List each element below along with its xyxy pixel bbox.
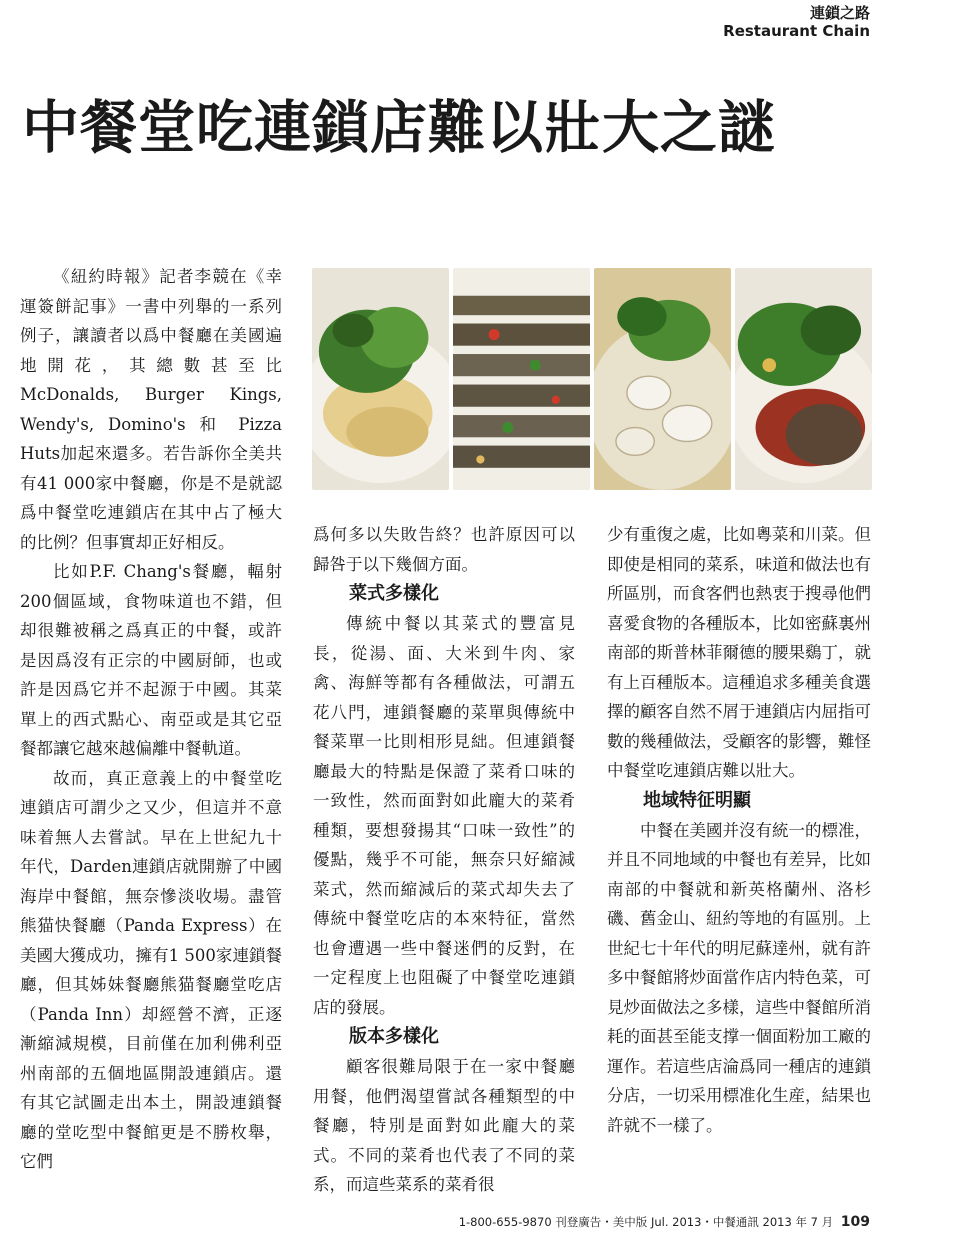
paragraph: 故而，真正意義上的中餐堂吃連鎖店可謂少之又少，但這并不意味着無人去嘗試。早在上世紀九十年代，Darden連鎖店就開辦了中國海岸中餐館，無奈慘淡收場。盡管熊猫快餐廳（Panda Express）在美國大獲成功，擁有1 500家連鎖餐廳，但其姊妹餐廳熊猫餐廳堂吃店（Panda Inn）却經營不濟，正逐漸縮減規模，目前僅在加利佛利亞州南部的五個地區開設連鎖店。還有其它試圖走出本土，開設連鎖餐廳的堂吃型中餐館更是不勝枚舉，它們 (20, 768, 282, 1171)
paragraph: 比如P.F. Chang's餐廳，輻射200個區域，食物味道也不錯，但却很難被稱之爲真正的中餐，或許是因爲沒有正宗的中國厨師，也或許是因爲它并不起源于中國。其菜單上的西式點心、南亞或是其它亞餐都讓它越來越偏離中餐軌道。 (20, 562, 282, 758)
photo-clam-dish (594, 268, 731, 490)
subheading: 地域特征明顯 (643, 789, 751, 811)
paragraph: 爲何多以失敗告終？也許原因可以歸咎于以下幾個方面。 (313, 525, 575, 574)
paragraph: 少有重復之處，比如粵菜和川菜。但即使是相同的菜系，味道和做法也有所區別，而食客們也熱衷于搜尋他們喜愛食物的各種版本，比如密蘇裏州南部的斯普林菲爾德的腰果鷄丁，就有上百種版本。這種追求多種美食選擇的顧客自然不屑于連鎖店内屈指可數的幾種做法，受顧客的影響，難怪中餐堂吃連鎖店難以壯大。 (607, 525, 871, 780)
page-footer (459, 1214, 870, 1230)
article-title: 中餐堂吃連鎖店難以壯大之謎 (22, 94, 776, 161)
subheading: 版本多樣化 (349, 1026, 439, 1047)
page-number: 109 (840, 1214, 870, 1230)
photo-razor-clam-dish (453, 268, 590, 490)
section-title-zh: 連鎖之路 (809, 4, 870, 22)
paragraph: 《紐約時報》記者李競在《幸運簽餅記事》一書中列舉的一系列例子，讓讀者以爲中餐廳在美國遍地開花，其總數甚至比McDonalds, Burger Kings, Wendy's, Domino's 和 Pizza Huts加起來還多。若告訴你全美共有41 000家中餐廳，你是不是就認爲中餐堂吃連鎖店在其中占了極大的比例？但事實却正好相反。 (20, 267, 282, 552)
photo-chicken-dish (312, 268, 449, 490)
paragraph: 中餐在美國并沒有統一的標准，并且不同地域的中餐也有差异，比如南部的中餐就和新英格蘭州、洛杉磯、舊金山、紐約等地的有區別。上世紀七十年代的明尼蘇達州，就有許多中餐館將炒面當作店内特色菜，可見炒面做法之多樣，這些中餐館所消耗的面甚至能支撑一個面粉加工廠的運作。若這些店淪爲同一種店的連鎖分店，一切采用標准化生産，結果也許就不一樣了。 (607, 820, 871, 1135)
photo-fish-dish (735, 268, 872, 490)
section-header (723, 4, 870, 40)
section-title-en: Restaurant Chain (723, 22, 870, 40)
paragraph: 傳統中餐以其菜式的豐富見長，從湯、面、大米到牛肉、家禽、海鮮等都有各種做法，可謂五花八門，連鎖餐廳的菜單與傳統中餐菜單一比則相形見絀。但連鎖餐廳最大的特點是保證了菜肴口味的一致性，然而面對如此龐大的菜肴種類，要想發揚其“口味一致性”的優點，幾乎不可能，無奈只好縮減菜式，然而縮減后的菜式却失去了傳統中餐堂吃店的本來特征，當然也會遭遇一些中餐迷們的反對，在一定程度上也阻礙了中餐堂吃連鎖店的發展。 (313, 614, 575, 1017)
paragraph: 顧客很難局限于在一家中餐廳用餐，他們渴望嘗試各種類型的中餐廳，特別是面對如此龐大的菜式。不同的菜肴也代表了不同的菜系，而這些菜系的菜肴很 (313, 1057, 575, 1194)
food-photo-strip (312, 268, 872, 490)
footer-text: 1-800-655-9870 刊登廣告・美中版 Jul. 2013・中餐通訊 2013 年 7 月 (458, 1215, 834, 1229)
article-column-2 (313, 520, 575, 1200)
subheading: 菜式多樣化 (349, 583, 439, 604)
article-column-3 (607, 520, 871, 1140)
article-column-1 (20, 262, 282, 1177)
